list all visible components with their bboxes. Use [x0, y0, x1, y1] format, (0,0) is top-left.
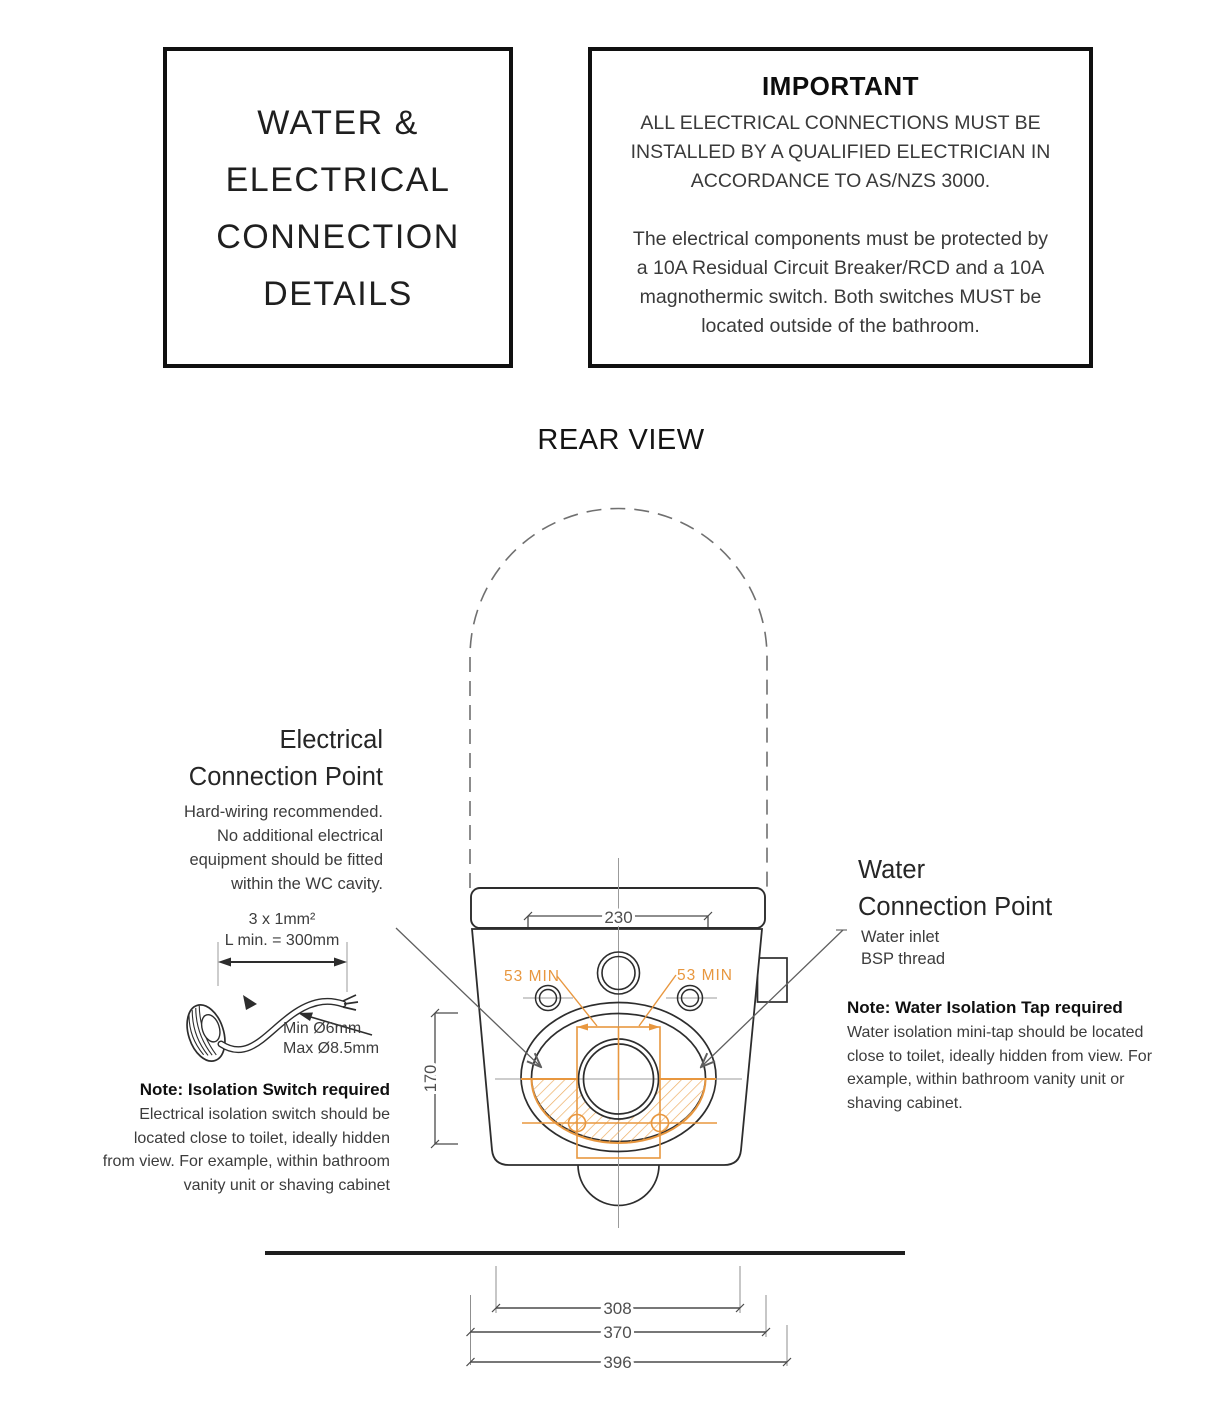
water-inlet-line: BSP thread: [861, 950, 946, 968]
important-text-line: magnothermic switch. Both switches MUST be: [639, 286, 1042, 308]
svg-text:230: 230: [604, 908, 633, 927]
water-connection-heading: [858, 852, 1158, 926]
cable-spec-line: L min. = 300mm: [224, 932, 340, 949]
isolation-note-heading: Note: Isolation Switch required: [139, 1080, 390, 1099]
water-note-line: close to toilet, ideally hidden from view. For: [847, 1047, 1153, 1065]
electrical-body-line: No additional electrical: [216, 827, 383, 845]
dim-396: [467, 1353, 792, 1372]
title-line: CONNECTION: [216, 218, 460, 256]
svg-text:396: 396: [603, 1353, 632, 1372]
svg-text:370: 370: [603, 1323, 632, 1342]
water-inlet-line: Water inlet: [861, 928, 940, 946]
cable-diameter-label: [283, 1019, 379, 1059]
seat-outline-dashed: [470, 509, 767, 889]
conduit-box: [758, 958, 788, 1002]
electrical-heading-line: Connection Point: [188, 763, 383, 791]
dim-370: [467, 1323, 771, 1342]
isolation-switch-note: [82, 1079, 390, 1197]
cable-diameter-line: Min Ø6mm: [283, 1020, 362, 1037]
dim-308: [492, 1299, 744, 1318]
water-note-line: example, within bathroom vanity unit or: [847, 1071, 1125, 1088]
cable-spec-label: [182, 909, 382, 951]
svg-text:170: 170: [422, 1064, 440, 1093]
important-text-line: located outside of the bathroom.: [701, 315, 980, 337]
important-text-line: a 10A Residual Circuit Breaker/RCD and a 10A: [636, 257, 1045, 279]
electrical-body-text: [123, 800, 383, 896]
isolation-note-line: located close to toilet, ideally hidden: [133, 1129, 390, 1147]
important-text-line: INSTALLED BY A QUALIFIED ELECTRICIAN IN: [630, 141, 1051, 163]
important-heading: IMPORTANT: [761, 71, 920, 101]
title-box: [163, 47, 513, 368]
electrical-connection-heading: [113, 722, 383, 796]
rear-view-label: REAR VIEW: [537, 424, 705, 456]
isolation-note-line: Electrical isolation switch should be: [139, 1106, 390, 1123]
water-isolation-note: [847, 997, 1167, 1115]
important-text-line: The electrical components must be protected by: [632, 228, 1049, 250]
electrical-body-line: Hard-wiring recommended.: [184, 803, 383, 821]
svg-text:53 MIN: 53 MIN: [504, 968, 560, 985]
water-heading-line: Connection Point: [858, 893, 1053, 921]
title-line: WATER &: [257, 104, 419, 142]
svg-text:53 MIN: 53 MIN: [677, 967, 733, 984]
electrical-body-line: within the WC cavity.: [231, 875, 383, 893]
electrical-heading-line: Electrical: [279, 726, 383, 754]
svg-text:308: 308: [603, 1299, 632, 1318]
water-note-line: Water isolation mini-tap should be located: [847, 1024, 1144, 1041]
title-line: DETAILS: [263, 275, 413, 313]
important-text-line: ALL ELECTRICAL CONNECTIONS MUST BE: [640, 112, 1041, 134]
water-inlet-label: [861, 926, 945, 970]
electrical-body-line: equipment should be fitted: [189, 851, 383, 869]
important-text-line: ACCORDANCE TO AS/NZS 3000.: [690, 170, 991, 192]
cable-break-arrow: [243, 995, 257, 1010]
cable-diameter-line: Max Ø8.5mm: [283, 1040, 380, 1057]
title-line: ELECTRICAL: [225, 161, 451, 199]
cable-spec-line: 3 x 1mm²: [248, 911, 316, 928]
dim-170: [422, 1009, 458, 1148]
water-heading-line: Water: [858, 856, 926, 884]
water-note-heading: Note: Water Isolation Tap required: [847, 998, 1123, 1017]
water-note-line: shaving cabinet.: [847, 1094, 963, 1112]
important-box: [588, 47, 1093, 368]
isolation-note-line: vanity unit or shaving cabinet: [183, 1176, 390, 1194]
isolation-note-line: from view. For example, within bathroom: [102, 1153, 390, 1170]
